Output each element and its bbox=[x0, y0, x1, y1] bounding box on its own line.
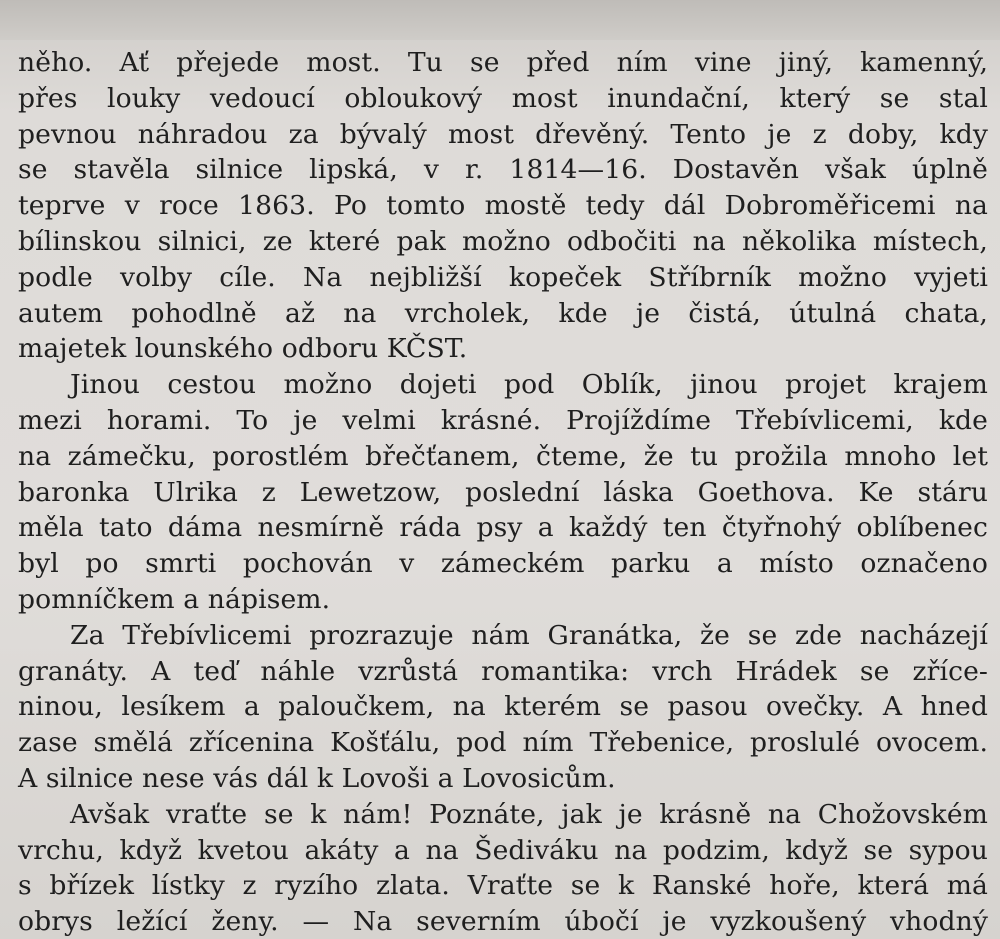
text-line: pomníčkem a nápisem. bbox=[18, 583, 331, 615]
text-line: na zámečku, porostlém břečťanem, čteme, že tu prožila mnoho let bbox=[18, 440, 988, 472]
text-line: přes louky vedoucí obloukový most inundační, který se stal bbox=[18, 82, 988, 114]
body-text bbox=[18, 45, 988, 939]
text-line: baronka Ulrika z Lewetzow, poslední láska Goethova. Ke stáru bbox=[18, 476, 988, 508]
text-line: teprve v roce 1863. Po tomto mostě tedy dál Dobroměřicemi na bbox=[18, 190, 988, 222]
text-line: vrchu, když kvetou akáty a na Šediváku na podzim, když se sypou bbox=[18, 834, 988, 866]
text-line: majetek lounského odboru KČST. bbox=[18, 333, 468, 365]
text-line: s břízek lístky z ryzího zlata. Vraťte se k Ranské hoře, která má bbox=[18, 870, 988, 902]
text-line: A silnice nese vás dál k Lovoši a Lovosicům. bbox=[18, 762, 616, 794]
text-line: něho. Ať přejede most. Tu se před ním vine jiný, kamenný, bbox=[18, 47, 988, 78]
text-line: byl po smrti pochován v zámeckém parku a místo označeno bbox=[18, 548, 988, 580]
text-line: obrys ležící ženy. — Na severním úbočí je vyzkoušený vhodný bbox=[18, 906, 988, 938]
text-line: bílinskou silnici, ze které pak možno odbočiti na několika místech, bbox=[18, 225, 988, 257]
text-line: Jinou cestou možno dojeti pod Oblík, jinou projet krajem bbox=[70, 369, 988, 401]
text-line: měla tato dáma nesmírně ráda psy a každý ten čtyřnohý oblíbenec bbox=[18, 512, 988, 544]
text-line: pevnou náhradou za bývalý most dřevěný. Tento je z doby, kdy bbox=[18, 118, 988, 150]
text-line: granáty. A teď náhle vzrůstá romantika: vrch Hrádek se zříce- bbox=[18, 655, 988, 687]
text-line: mezi horami. To je velmi krásné. Projíždíme Třebívlicemi, kde bbox=[18, 404, 988, 436]
text-line: se stavěla silnice lipská, v r. 1814—16. Dostavěn však úplně bbox=[18, 154, 988, 186]
text-line: autem pohodlně až na vrcholek, kde je čistá, útulná chata, bbox=[18, 297, 988, 329]
text-line: Avšak vraťte se k nám! Poznáte, jak je krásně na Chožovském bbox=[70, 798, 988, 830]
text-line: podle volby cíle. Na nejbližší kopeček Stříbrník možno vyjeti bbox=[18, 261, 988, 293]
text-line: Za Třebívlicemi prozrazuje nám Granátka, že se zde nacházejí bbox=[70, 619, 988, 651]
text-line: zase smělá zřícenina Košťálu, pod ním Třebenice, proslulé ovocem. bbox=[18, 727, 988, 759]
text-line: ninou, lesíkem a paloučkem, na kterém se pasou ovečky. A hned bbox=[18, 691, 988, 723]
cropped-previous-line bbox=[0, 0, 1000, 40]
